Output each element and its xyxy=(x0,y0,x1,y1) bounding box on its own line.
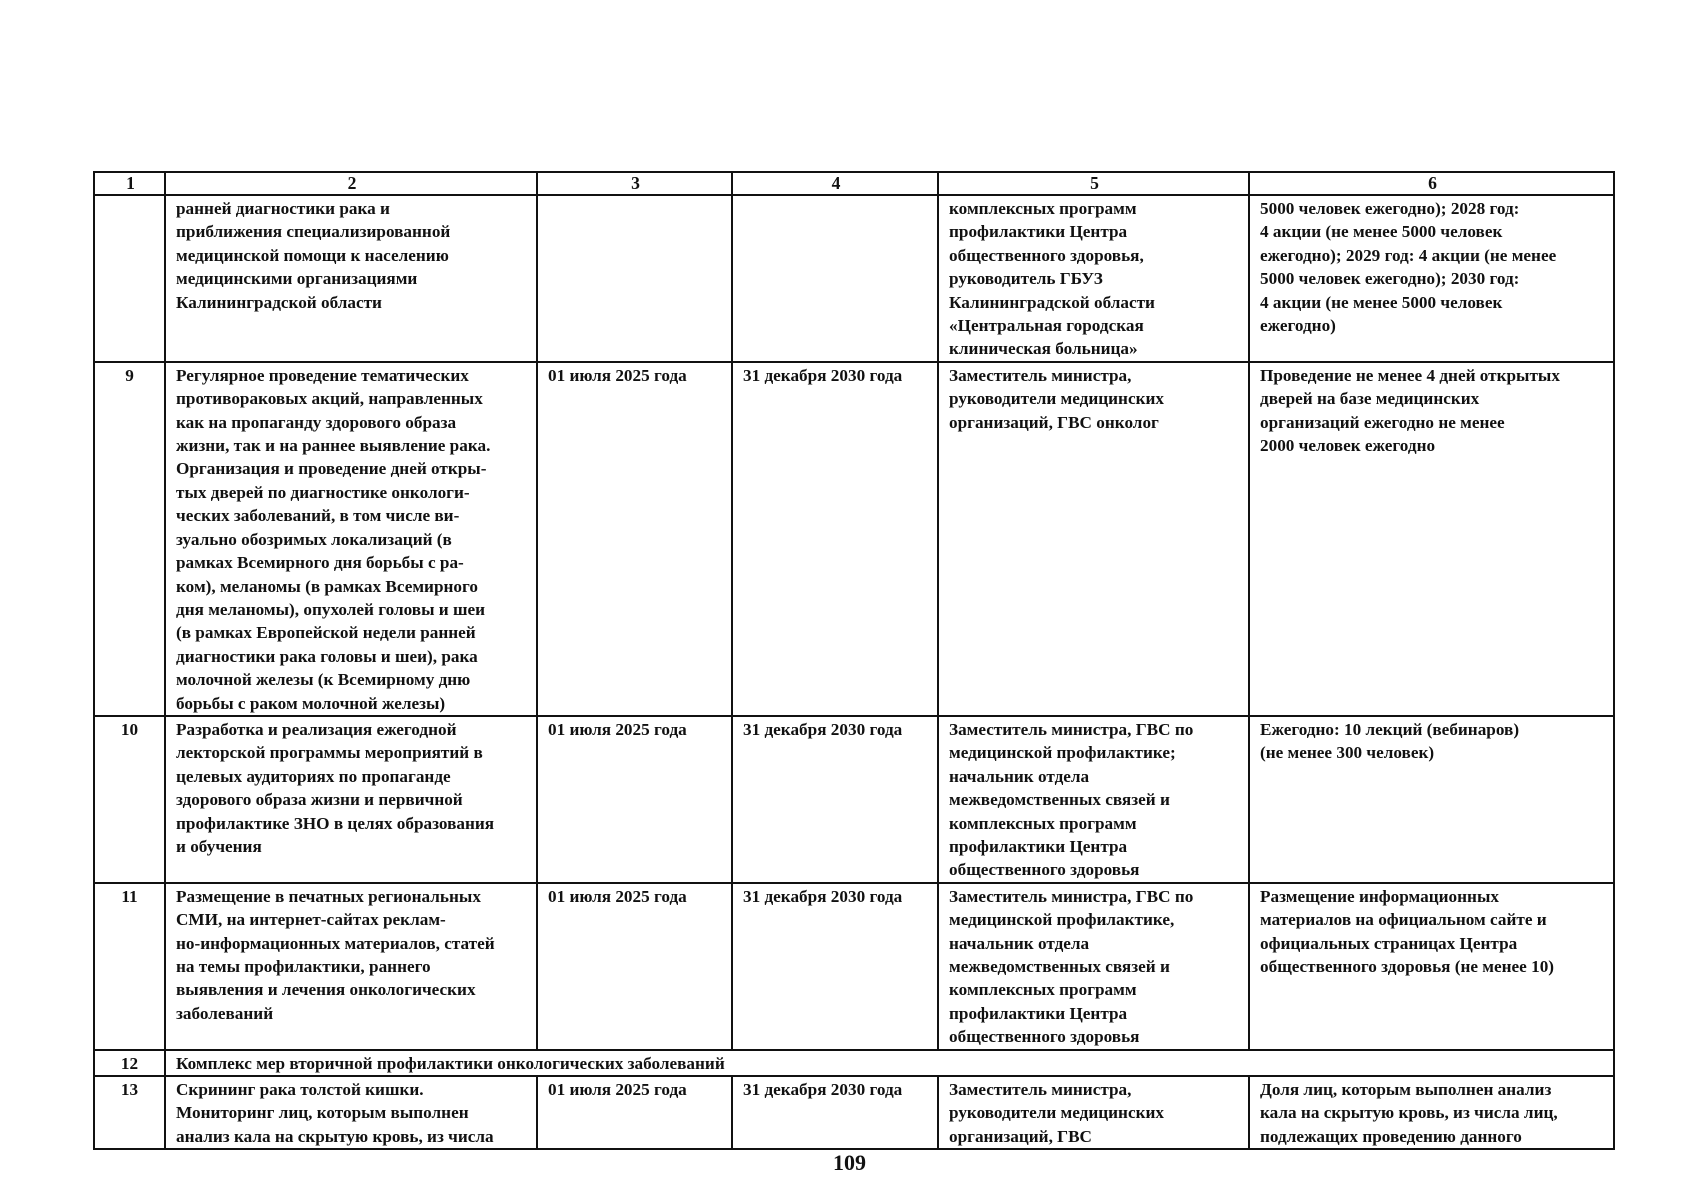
responsible-cell: Заместитель министра, руководители медицинских организаций, ГВС xyxy=(938,1076,1249,1149)
start-date-cell xyxy=(537,195,732,362)
column-number-cell: 4 xyxy=(732,172,938,195)
row-number-cell: 10 xyxy=(94,716,165,883)
responsible-cell: комплексных программ профилактики Центра общественного здоровья, руководитель ГБУЗ Калининградской области «Центральная городская клиническая больница» xyxy=(938,195,1249,362)
measure-cell: Размещение в печатных региональных СМИ, на интернет-сайтах реклам- но-информационных материалов, статей на темы профилактики, раннего выявления и лечения онкологических заболеваний xyxy=(165,883,537,1050)
column-number-row xyxy=(94,172,1614,195)
page-number: 109 xyxy=(833,1150,866,1175)
result-cell: 5000 человек ежегодно); 2028 год: 4 акции (не менее 5000 человек ежегодно); 2029 год: 4 акции (не менее 5000 человек ежегодно); 2030 год: 4 акции (не менее 5000 человек ежегодно) xyxy=(1249,195,1614,362)
measure-cell: Разработка и реализация ежегодной лекторской программы мероприятий в целевых аудиториях по пропаганде здорового образа жизни и первичной профилактике ЗНО в целях образования и обучения xyxy=(165,716,537,883)
result-cell: Проведение не менее 4 дней открытых дверей на базе медицинских организаций ежегодно не менее 2000 человек ежегодно xyxy=(1249,362,1614,716)
section-row xyxy=(94,1050,1614,1076)
column-number-cell: 2 xyxy=(165,172,537,195)
measure-cell: ранней диагностики рака и приближения специализированной медицинской помощи к населению медицинскими организациями Калининградской области xyxy=(165,195,537,362)
measure-cell: Регулярное проведение тематических противораковых акций, направленных как на пропаганду здорового образа жизни, так и на раннее выявление рака. Организация и проведение дней откры- тых дверей по диагностике онкологи- ческих заболеваний, в том числе ви- зуально обозримых локализаций (в рамках Всемирного дня борьбы с ра- ком), меланомы (в рамках Всемирного дня меланомы), опухолей головы и шеи (в рамках Европейской недели ранней диагностики рака головы и шеи), рака молочной железы (к Всемирному дню борьбы с раком молочной железы) xyxy=(165,362,537,716)
row-number-cell: 12 xyxy=(94,1050,165,1076)
row-number-cell: 11 xyxy=(94,883,165,1050)
row-number-cell xyxy=(94,195,165,362)
end-date-cell: 31 декабря 2030 года xyxy=(732,883,938,1050)
start-date-cell: 01 июля 2025 года xyxy=(537,1076,732,1149)
result-cell: Размещение информационных материалов на официальном сайте и официальных страницах Центра общественного здоровья (не менее 10) xyxy=(1249,883,1614,1050)
end-date-cell: 31 декабря 2030 года xyxy=(732,1076,938,1149)
table-row xyxy=(94,716,1614,883)
responsible-cell: Заместитель министра, ГВС по медицинской профилактике; начальник отдела межведомственных связей и комплексных программ профилактики Центра общественного здоровья xyxy=(938,716,1249,883)
result-cell: Ежегодно: 10 лекций (вебинаров) (не менее 300 человек) xyxy=(1249,716,1614,883)
column-number-cell: 6 xyxy=(1249,172,1614,195)
table-row xyxy=(94,362,1614,716)
column-number-cell: 3 xyxy=(537,172,732,195)
section-title-cell: Комплекс мер вторичной профилактики онкологических заболеваний xyxy=(165,1050,1614,1076)
end-date-cell: 31 декабря 2030 года xyxy=(732,362,938,716)
row-number-cell: 13 xyxy=(94,1076,165,1149)
action-plan-table xyxy=(93,171,1615,1150)
row-number-cell: 9 xyxy=(94,362,165,716)
table-row xyxy=(94,195,1614,362)
measure-cell: Скрининг рака толстой кишки. Мониторинг лиц, которым выполнен анализ кала на скрытую кровь, из числа xyxy=(165,1076,537,1149)
start-date-cell: 01 июля 2025 года xyxy=(537,362,732,716)
column-number-cell: 5 xyxy=(938,172,1249,195)
result-cell: Доля лиц, которым выполнен анализ кала на скрытую кровь, из числа лиц, подлежащих проведению данного xyxy=(1249,1076,1614,1149)
table-row xyxy=(94,883,1614,1050)
start-date-cell: 01 июля 2025 года xyxy=(537,716,732,883)
end-date-cell xyxy=(732,195,938,362)
end-date-cell: 31 декабря 2030 года xyxy=(732,716,938,883)
start-date-cell: 01 июля 2025 года xyxy=(537,883,732,1050)
responsible-cell: Заместитель министра, ГВС по медицинской профилактике, начальник отдела межведомственных связей и комплексных программ профилактики Центра общественного здоровья xyxy=(938,883,1249,1050)
column-number-cell: 1 xyxy=(94,172,165,195)
responsible-cell: Заместитель министра, руководители медицинских организаций, ГВС онколог xyxy=(938,362,1249,716)
table-row xyxy=(94,1076,1614,1149)
